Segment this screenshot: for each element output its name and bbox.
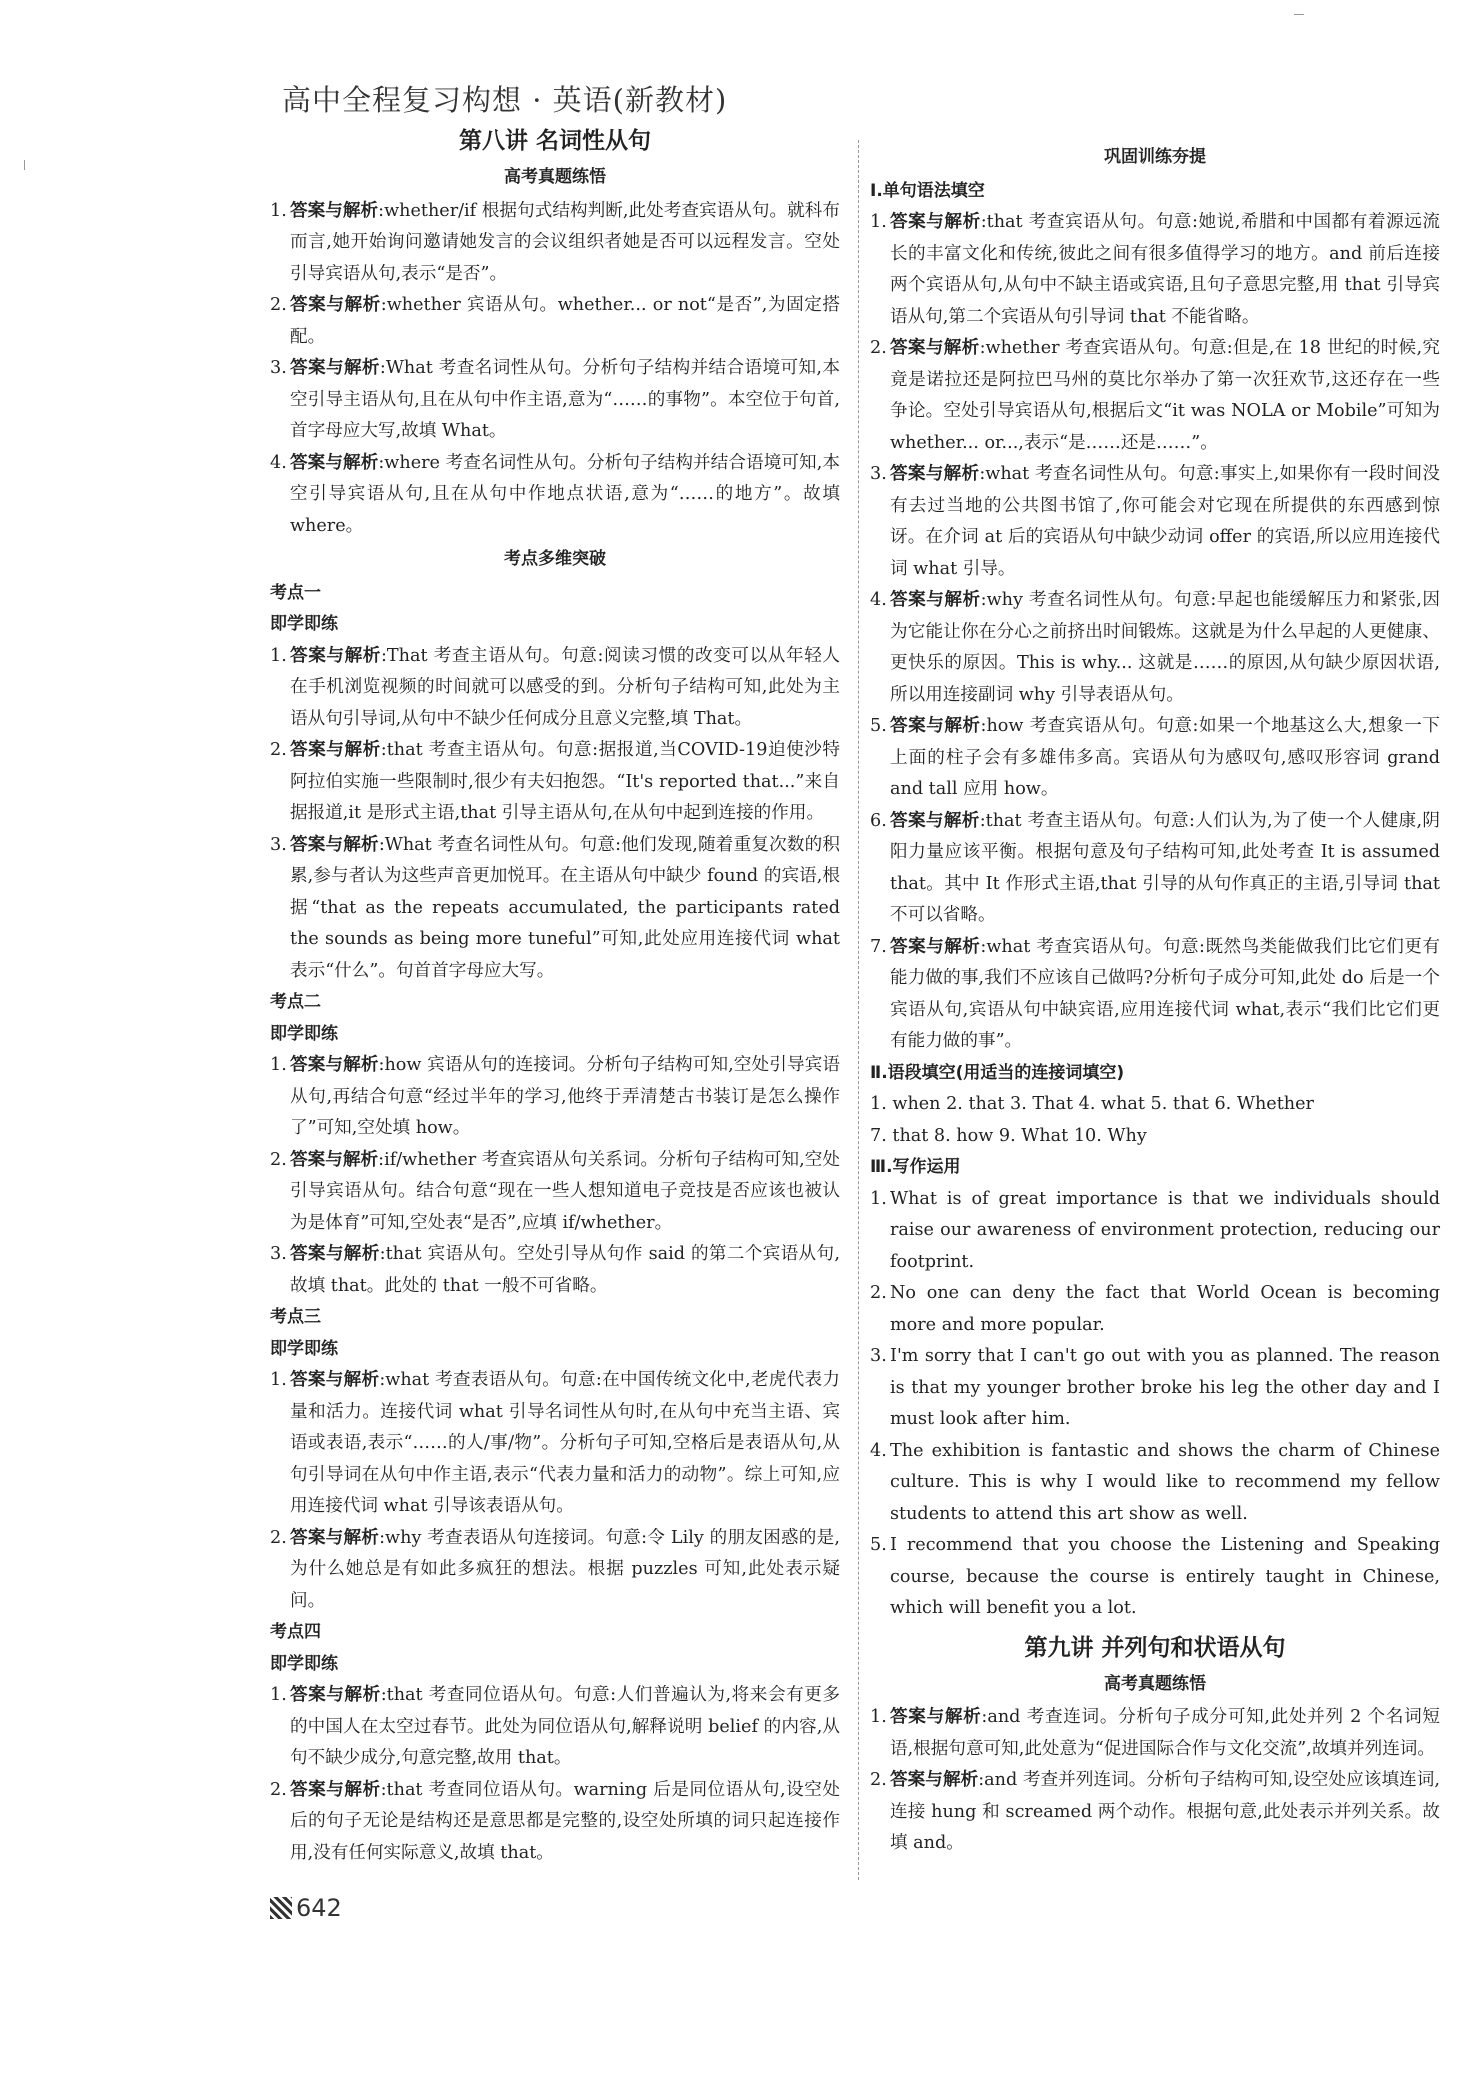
answer-text: :what 考查名词性从句。句意:事实上,如果你有一段时间没有去过当地的公共图书馆了,你可能会对它现在所提供的东西感到惊讶。在介词 at 后的宾语从句中缺少动词 offer 的宾语,所以应用连接代词 what 引导。: [890, 464, 1440, 579]
part-heading: Ⅰ.单句语法填空: [870, 180, 985, 201]
kd4-list: [270, 1680, 840, 1869]
answer-item: [270, 1050, 840, 1145]
answer-item: [270, 290, 840, 353]
answer-label: 答案与解析: [290, 1779, 381, 1800]
item-number: 2.: [870, 1770, 887, 1790]
page-footer: [270, 1894, 342, 1922]
answer-label: 答案与解析: [290, 1055, 379, 1075]
item-number: 7.: [870, 936, 887, 957]
answer-text: :where 考查名词性从句。分析句子结构并结合语境可知,本空引导宾语从句,且在从句中作地点状语,意为“……的地方”。故填 where。: [290, 452, 840, 536]
answer-item: [870, 1184, 1440, 1279]
right-column: [870, 140, 1440, 1860]
section-title: 高考真题练悟: [504, 167, 606, 187]
answer-text: :if/whether 考查宾语从句关系词。分析句子结构可知,空处引导宾语从句。结合句意“现在一些人想知道电子竞技是否应该也被认为是体育”可知,空处表“是否”,应填 if/whether。: [290, 1149, 840, 1233]
answer-item: [270, 196, 840, 291]
item-number: 3.: [270, 834, 287, 855]
answer-item: [870, 1341, 1440, 1436]
answer-item: [270, 1523, 840, 1618]
answer-text: I'm sorry that I can't go out with you as planned. The reason is that my younger brother broke his leg the other day and I must look after him.: [890, 1346, 1440, 1429]
column-divider: [858, 140, 859, 1880]
answer-item: [270, 735, 840, 830]
item-number: 4.: [870, 1440, 887, 1461]
answer-item: [270, 1365, 840, 1523]
margin-mark: [24, 160, 25, 170]
answer-text: :why 考查表语从句连接词。句意:令 Lily 的朋友困惑的是,为什么她总是有如此多疯狂的想法。根据 puzzles 可知,此处表示疑问。: [290, 1527, 840, 1611]
answer-item: [270, 1775, 840, 1870]
answer-text: I recommend that you choose the Listening and Speaking course, because the course is entirely taught in Chinese, which will benefit you a lot.: [890, 1535, 1440, 1618]
answer-item: [270, 353, 840, 448]
section9-list: [870, 1702, 1440, 1860]
item-number: 5.: [870, 716, 887, 736]
answer-line: 7. that 8. how 9. What 10. Why: [870, 1125, 1147, 1146]
answer-item: [870, 711, 1440, 806]
left-column: [270, 124, 840, 1869]
answer-label: 答案与解析: [290, 645, 381, 666]
answer-item: [870, 207, 1440, 333]
answer-label: 答案与解析: [290, 1370, 380, 1390]
item-number: 2.: [270, 295, 287, 315]
item-number: 1.: [870, 1188, 887, 1209]
answer-text: :and 考查并列连词。分析句子结构可知,设空处应该填连词,连接 hung 和 screamed 两个动作。根据句意,此处表示并列关系。故填 and。: [890, 1770, 1440, 1853]
item-number: 3.: [270, 358, 287, 378]
answer-text: The exhibition is fantastic and shows the charm of Chinese culture. This is why I would like to recommend my fellow students to attend this art show as well.: [890, 1440, 1440, 1524]
answer-label: 答案与解析: [890, 212, 981, 232]
answer-label: 答案与解析: [290, 200, 379, 221]
answer-item: [870, 1702, 1440, 1765]
answer-label: 答案与解析: [290, 358, 380, 378]
part3-list: [870, 1184, 1440, 1625]
item-number: 6.: [870, 810, 887, 831]
answer-label: 答案与解析: [890, 1770, 979, 1790]
lecture-title: 第九讲 并列句和状语从句: [1024, 1633, 1286, 1661]
item-number: 2.: [270, 1527, 287, 1548]
answer-item: [870, 585, 1440, 711]
item-number: 3.: [870, 1346, 887, 1366]
item-number: 1.: [270, 1370, 287, 1390]
kd3-list: [270, 1365, 840, 1617]
answer-label: 答案与解析: [890, 338, 980, 358]
item-number: 4.: [870, 590, 887, 610]
lecture-title: 第八讲 名词性从句: [458, 127, 651, 154]
answer-label: 答案与解析: [290, 452, 379, 473]
answer-text: :that 考查同位语从句。句意:人们普遍认为,将来会有更多的中国人在太空过春节。此处为同位语从句,解释说明 belief 的内容,从句不缺少成分,句意完整,故用 that。: [290, 1685, 840, 1768]
answer-text: :what 考查宾语从句。句意:既然鸟类能做我们比它们更有能力做的事,我们不应该自己做吗?分析句子成分可知,此处 do 后是一个宾语从句,宾语从句中缺宾语,应用连接代词 what,表示“我们比它们更有能力做的事”。: [890, 936, 1440, 1051]
answer-label: 答案与解析: [290, 1149, 379, 1170]
item-number: 1.: [270, 645, 287, 666]
practice-heading: 即学即练: [270, 614, 338, 634]
answer-text: :how 宾语从句的连接词。分析句子结构可知,空处引导宾语从句,再结合句意“经过半年的学习,他终于弄清楚古书装订是怎么操作了”可知,空处填 how。: [290, 1055, 840, 1138]
answer-text: What is of great importance is that we individuals should raise our awareness of environment protection, reducing our footprint.: [890, 1188, 1440, 1272]
answer-label: 答案与解析: [890, 810, 980, 831]
answer-label: 答案与解析: [290, 1685, 381, 1705]
kd2-list: [270, 1050, 840, 1302]
corner-mark: [1294, 14, 1304, 15]
answer-label: 答案与解析: [890, 1707, 982, 1727]
answer-text: :that 考查主语从句。句意:人们认为,为了使一个人健康,阴阳力量应该平衡。根据句意及句子结构可知,此处考查 It is assumed that。其中 It 作形式主语,that 引导的从句作真正的主语,引导词 that 不可以省略。: [890, 810, 1440, 925]
answer-text: No one can deny the fact that World Ocean is becoming more and more popular.: [890, 1283, 1440, 1335]
answer-text: :what 考查表语从句。句意:在中国传统文化中,老虎代表力量和活力。连接代词 what 引导名词性从句时,在从句中充当主语、宾语或表语,表示“……的人/事/物”。分析句子可知,空格后是表语从句,从句引导词在从句中作主语,表示“代表力量和活力的动物”。综上可知,应用连接代词 what 引导该表语从句。: [290, 1370, 840, 1516]
practice-heading: 即学即练: [270, 1338, 338, 1359]
item-number: 4.: [270, 452, 287, 473]
answer-item: [870, 1530, 1440, 1625]
item-number: 3.: [870, 464, 887, 484]
answer-text: :that 考查同位语从句。warning 后是同位语从句,设空处后的句子无论是结构还是意思都是完整的,设空处所填的词只起连接作用,没有任何实际意义,故填 that。: [290, 1779, 840, 1863]
practice-heading: 即学即练: [270, 1653, 338, 1674]
page-number: 642: [296, 1894, 342, 1922]
answer-item: [270, 830, 840, 988]
section-title: 考点多维突破: [504, 549, 606, 569]
answer-item: [870, 932, 1440, 1058]
answer-label: 答案与解析: [890, 716, 981, 736]
item-number: 3.: [270, 1244, 287, 1264]
part-heading: Ⅲ.写作运用: [870, 1157, 961, 1177]
book-header: 高中全程复习构想 · 英语(新教材): [282, 83, 728, 117]
answer-text: :that 考查宾语从句。句意:她说,希腊和中国都有着源远流长的丰富文化和传统,彼此之间有很多值得学习的地方。and 前后连接两个宾语从句,从句中不缺主语或宾语,且句子意思完整,用 that 引导宾语从句,第二个宾语从句引导词 that 不能省略。: [890, 212, 1440, 327]
item-number: 2.: [270, 1149, 287, 1170]
answer-item: [270, 641, 840, 736]
kaodian-heading: 考点二: [270, 992, 321, 1012]
answer-label: 答案与解析: [290, 740, 381, 760]
kaodian-heading: 考点一: [270, 582, 321, 603]
answer-line: 1. when 2. that 3. That 4. what 5. that 6. Whether: [870, 1094, 1314, 1114]
answer-text: :that 考查主语从句。句意:据报道,当COVID-19迫使沙特阿拉伯实施一些限制时,很少有夫妇抱怨。“It's reported that...”来自据报道,it 是形式主语,that 引导主语从句,在从句中起到连接的作用。: [290, 740, 840, 823]
answer-text: :whether 考查宾语从句。句意:但是,在 18 世纪的时候,究竟是诺拉还是阿拉巴马州的莫比尔举办了第一次狂欢节,这还存在一些争论。空处引导宾语从句,根据后文“it was NOLA or Mobile”可知为 whether... or...,表示“是……还是……”。: [890, 338, 1440, 453]
answer-item: [270, 448, 840, 543]
answer-text: :whether/if 根据句式结构判断,此处考查宾语从句。就科布而言,她开始询问邀请她发言的会议组织者她是否可以远程发言。空处引导宾语从句,表示“是否”。: [290, 200, 840, 284]
item-number: 1.: [270, 1685, 287, 1705]
answer-item: [270, 1680, 840, 1775]
answer-label: 答案与解析: [290, 1244, 380, 1264]
answer-item: [870, 459, 1440, 585]
answer-item: [870, 806, 1440, 932]
answer-text: :and 考查连词。分析句子成分可知,此处并列 2 个名词短语,根据句意可知,此处意为“促进国际合作与文化交流”,故填并列连词。: [890, 1707, 1440, 1759]
section-title: 高考真题练悟: [1104, 1673, 1206, 1694]
kaodian-heading: 考点四: [270, 1622, 321, 1642]
answer-text: :That 考查主语从句。句意:阅读习惯的改变可以从年轻人在手机浏览视频的时间就可以感受的到。分析句子结构可知,此处为主语从句引导词,从句中不缺少任何成分且意义完整,填 That。: [290, 645, 840, 729]
answer-item: [870, 1278, 1440, 1341]
item-number: 2.: [870, 1283, 887, 1303]
item-number: 1.: [270, 1055, 287, 1075]
practice-heading: 即学即练: [270, 1023, 338, 1044]
section-title: 巩固训练夯提: [1104, 147, 1206, 167]
item-number: 2.: [270, 740, 287, 760]
answer-item: [870, 333, 1440, 459]
answer-item: [270, 1239, 840, 1302]
item-number: 1.: [870, 212, 887, 232]
qr-code-icon: [270, 1897, 292, 1919]
answer-item: [270, 1145, 840, 1240]
answer-text: :whether 宾语从句。whether... or not“是否”,为固定搭配。: [290, 295, 840, 347]
item-number: 5.: [870, 1535, 887, 1555]
answer-label: 答案与解析: [290, 834, 379, 855]
answer-label: 答案与解析: [290, 295, 381, 315]
answer-text: :that 宾语从句。空处引导从句作 said 的第二个宾语从句,故填 that。此处的 that 一般不可省略。: [290, 1244, 840, 1296]
kd1-list: [270, 641, 840, 988]
answer-item: [870, 1436, 1440, 1531]
item-number: 1.: [870, 1707, 887, 1727]
answer-item: [870, 1765, 1440, 1860]
item-number: 2.: [270, 1779, 287, 1800]
kaodian-heading: 考点三: [270, 1307, 321, 1327]
answer-text: :What 考查名词性从句。句意:他们发现,随着重复次数的积累,参与者认为这些声音更加悦耳。在主语从句中缺少 found 的宾语,根据“that as the repeats accumulated, the participants rated the sounds as being more tuneful”可知,此处应用连接代词 what 表示“什么”。句首首字母应大写。: [290, 834, 840, 981]
answer-text: :how 考查宾语从句。句意:如果一个地基这么大,想象一下上面的柱子会有多雄伟多高。宾语从句为感叹句,感叹形容词 grand and tall 应用 how。: [890, 716, 1440, 799]
section1-list: [270, 196, 840, 543]
answer-label: 答案与解析: [290, 1527, 380, 1548]
answer-text: :why 考查名词性从句。句意:早起也能缓解压力和紧张,因为它能让你在分心之前挤出时间锻炼。这就是为什么早起的人更健康、更快乐的原因。This is why... 这就是……的原因,从句缺少原因状语,所以用连接副词 why 引导表语从句。: [890, 590, 1440, 705]
item-number: 1.: [270, 200, 287, 221]
answer-label: 答案与解析: [890, 590, 981, 610]
answer-label: 答案与解析: [890, 464, 980, 484]
part1-list: [870, 207, 1440, 1058]
answer-label: 答案与解析: [890, 936, 981, 957]
answer-text: :What 考查名词性从句。分析句子结构并结合语境可知,本空引导主语从句,且在从句中作主语,意为“……的事物”。本空位于句首,首字母应大写,故填 What。: [290, 358, 840, 441]
part-heading: Ⅱ.语段填空(用适当的连接词填空): [870, 1062, 1125, 1083]
item-number: 2.: [870, 338, 887, 358]
